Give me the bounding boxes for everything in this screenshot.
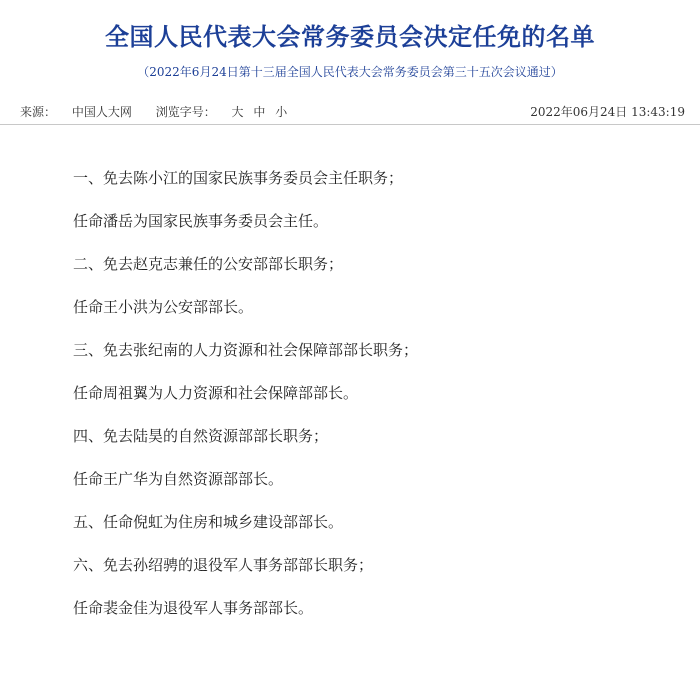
meta-bar	[0, 98, 700, 125]
paragraph: 任命周祖翼为人力资源和社会保障部部长。	[73, 384, 359, 402]
paragraph: 六、免去孙绍骋的退役军人事务部部长职务；	[73, 556, 374, 574]
paragraph: 任命裴金佳为退役军人事务部部长。	[73, 599, 314, 617]
paragraph: 四、免去陆昊的自然资源部部长职务；	[73, 427, 329, 445]
page-title: 全国人民代表大会常务委员会决定任免的名单	[105, 22, 595, 51]
meta-left	[20, 103, 293, 120]
paragraph: 三、免去张纪南的人力资源和社会保障部部长职务；	[73, 341, 419, 359]
article-body	[73, 168, 673, 641]
page-subtitle: （2022年6月24日第十三届全国人民代表大会常务委员会第三十五次会议通过）	[137, 65, 563, 79]
font-size-small-link[interactable]: 小	[275, 105, 288, 119]
paragraph: 一、免去陈小江的国家民族事务委员会主任职务；	[73, 169, 404, 187]
paragraph: 任命王小洪为公安部部长。	[73, 298, 254, 316]
font-size-label: 浏览字号：	[155, 105, 216, 119]
paragraph: 五、任命倪虹为住房和城乡建设部部长。	[73, 513, 344, 531]
font-size-medium-link[interactable]: 中	[253, 105, 266, 119]
font-size-large-link[interactable]: 大	[231, 105, 244, 119]
paragraph: 任命潘岳为国家民族事务委员会主任。	[73, 212, 329, 230]
source-value: 中国人大网	[71, 105, 132, 119]
paragraph: 任命王广华为自然资源部部长。	[73, 470, 284, 488]
paragraph: 二、免去赵克志兼任的公安部部长职务；	[73, 255, 344, 273]
publish-datetime: 2022年06月24日 13:43:19	[530, 105, 685, 119]
source-label: 来源：	[20, 105, 57, 119]
